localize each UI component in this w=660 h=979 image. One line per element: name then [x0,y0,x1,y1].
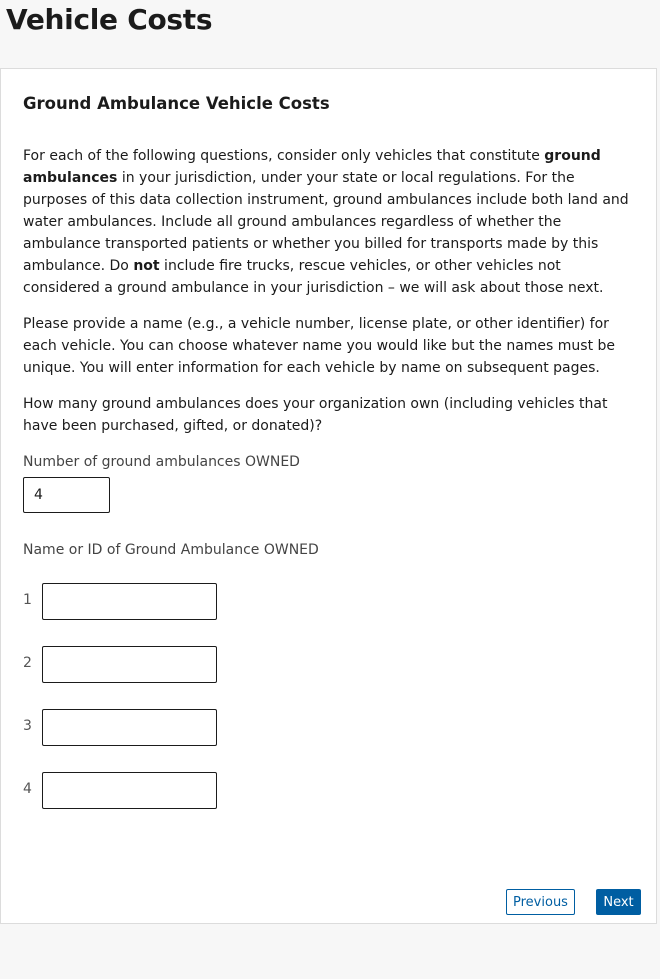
vehicle-row-number: 2 [23,655,32,671]
owned-count-input[interactable] [23,477,110,513]
vehicle-name-input-2[interactable] [42,646,217,683]
owned-question: How many ground ambulances does your organization own (including vehicles that have been purchased, gifted, or donated)? [23,396,608,434]
intro-text-2: in your jurisdiction, under your state or local regulations. For the purposes of this data collection instrument, ground ambulances include both land and water ambulances. Include all ground ambulances regardless of whether the ambulance transported patients or whether you billed for transports made by this ambulance. Do [23,170,629,274]
vehicle-row-number: 1 [23,592,32,608]
intro-text-3: include fire trucks, rescue vehicles, or other vehicles not considered a ground ambulance in your jurisdiction – we will ask about those next. [23,258,604,296]
section-title: Ground Ambulance Vehicle Costs [23,94,330,113]
owned-count-label: Number of ground ambulances OWNED [23,454,300,470]
page-title: Vehicle Costs [6,3,213,36]
vehicle-row-number: 3 [23,718,32,734]
vehicle-name-input-1[interactable] [42,583,217,620]
intro-paragraph [23,145,635,299]
intro-emphasis-not: not [133,258,160,274]
vehicle-name-input-4[interactable] [42,772,217,809]
intro-text-1: For each of the following questions, consider only vehicles that constitute [23,148,545,164]
vehicle-name-input-3[interactable] [42,709,217,746]
intro-emphasis-ground-ambulances: ground ambulances [23,148,601,186]
previous-button[interactable]: Previous [506,889,575,915]
form-card [0,68,657,924]
naming-instructions: Please provide a name (e.g., a vehicle number, license plate, or other identifier) for each vehicle. You can choose whatever name you would like but the names must be unique. You will enter information for each vehicle by name on subsequent pages. [23,316,616,376]
next-button[interactable]: Next [596,889,641,915]
vehicle-row-number: 4 [23,781,32,797]
vehicle-names-label: Name or ID of Ground Ambulance OWNED [23,542,319,558]
